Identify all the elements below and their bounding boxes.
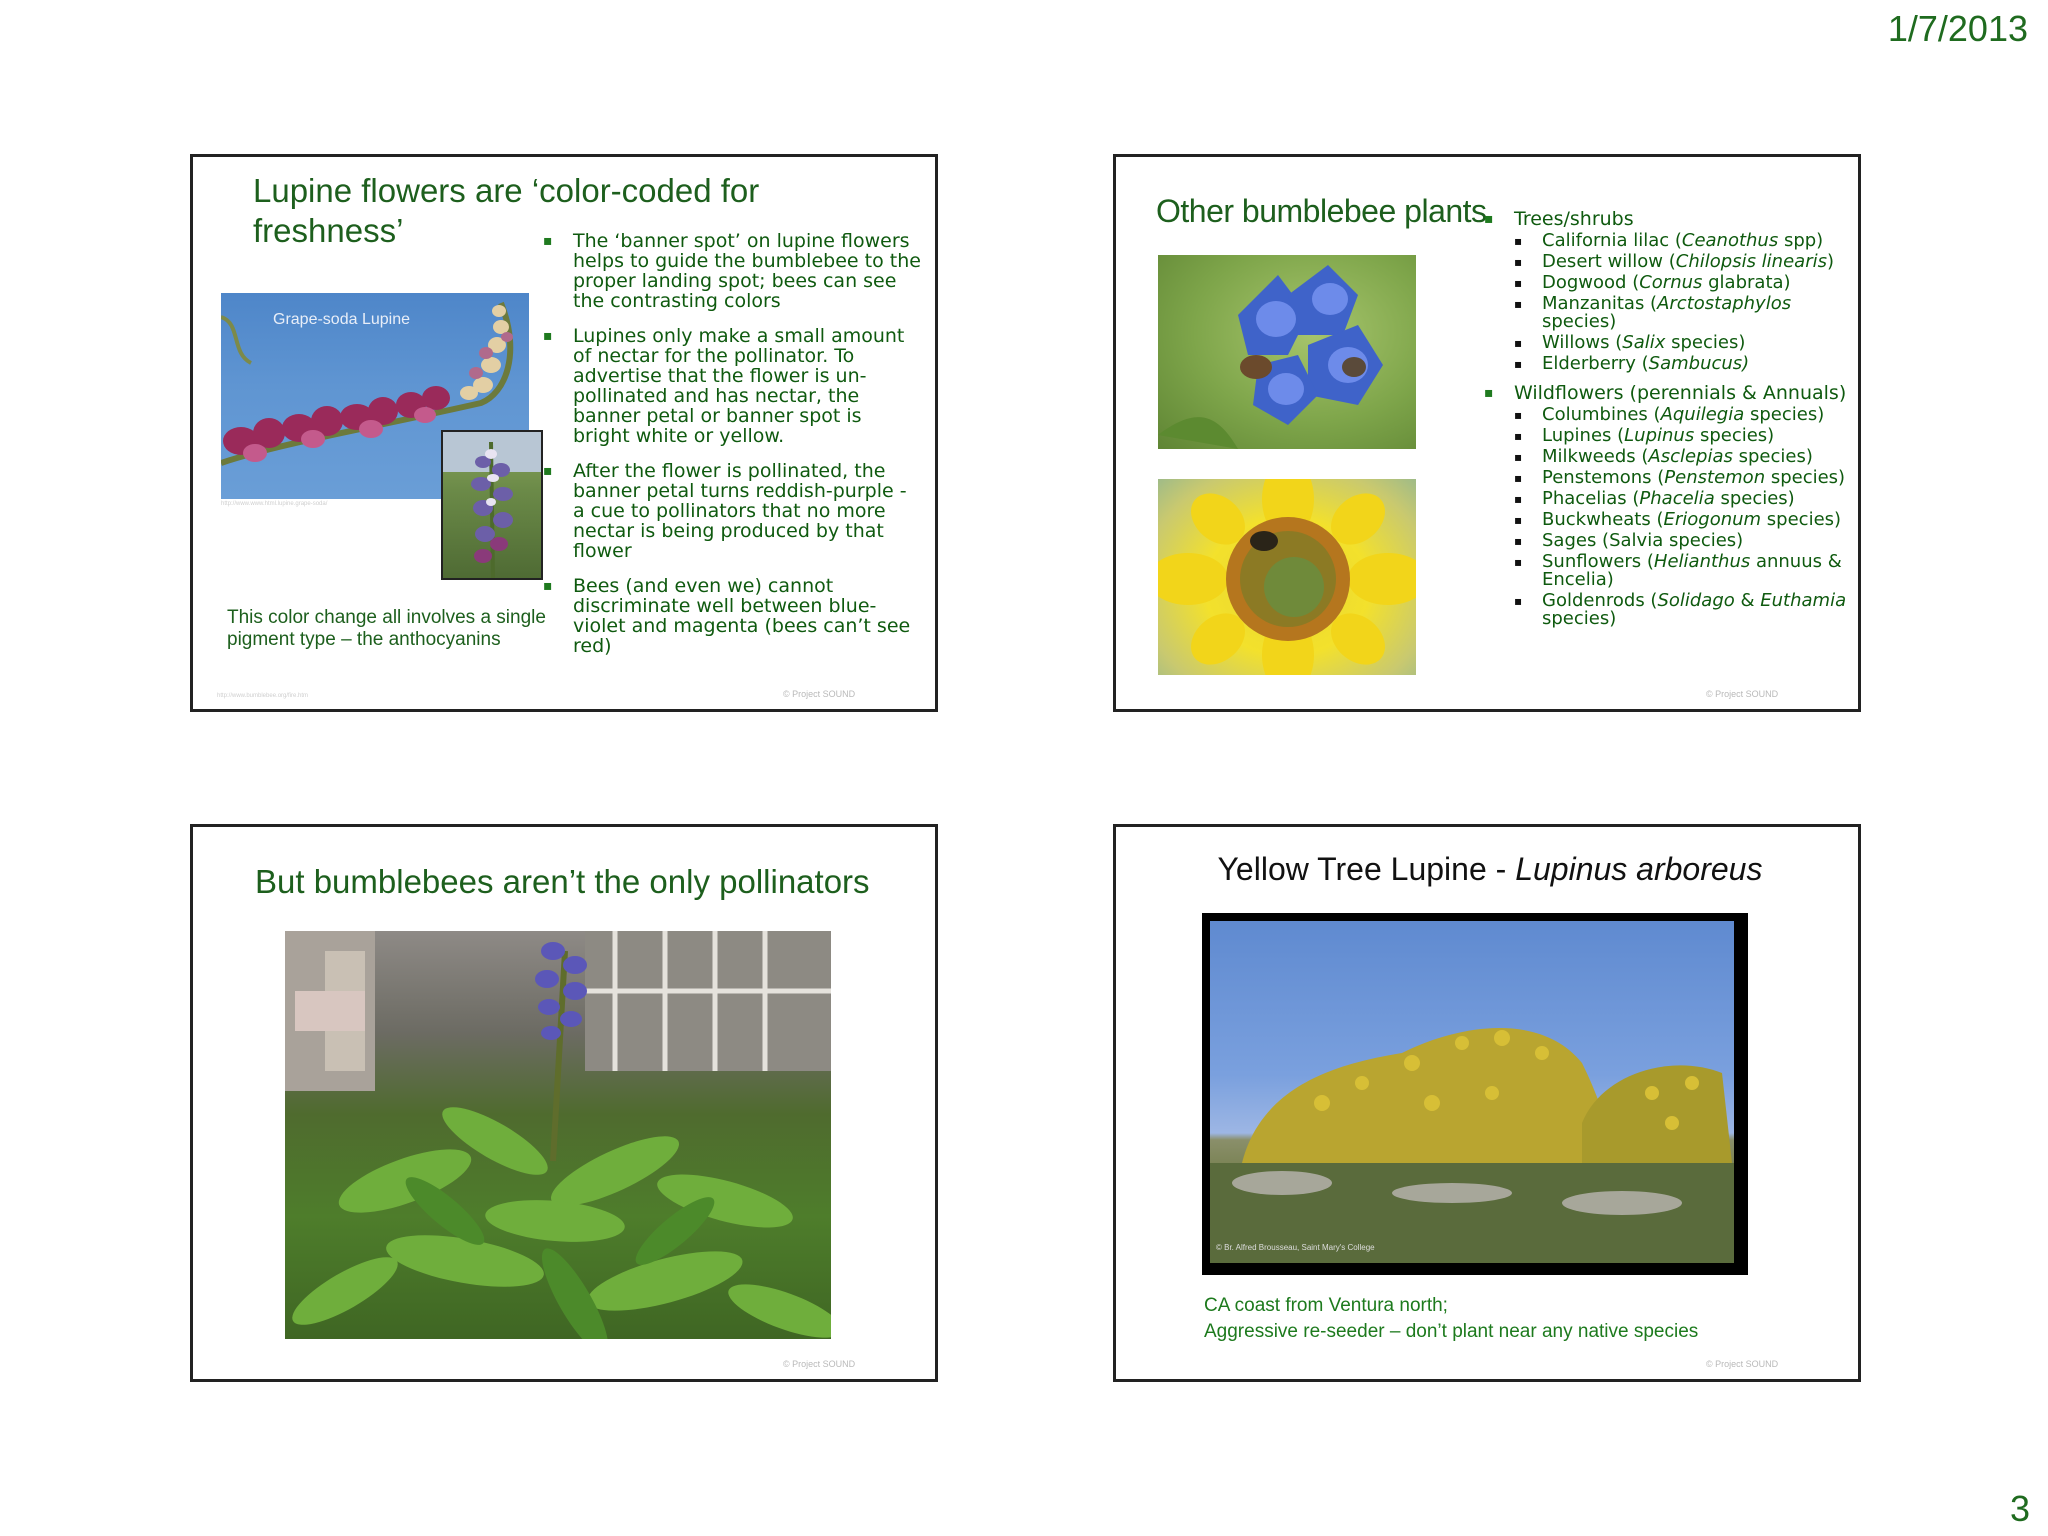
page-date: 1/7/2013 [1887,8,2028,49]
list-item: ▪ Manzanitas (Arctostaphylos species) [1514,295,1854,331]
list-item: ▪ Willows (Salix species) [1514,334,1854,352]
caption-line: Aggressive re-seeder – don’t plant near any native species [1204,1321,1699,1342]
photo-source-text: http://www.www.html.lupine.grape-soda/ [221,501,328,507]
group-label: Trees/shrubs [1514,208,1634,230]
slide-title: But bumblebees aren’t the only pollinators [255,863,870,900]
bullet-item: ▪ After the flower is pollinated, the banner petal turns reddish-purple - a cue to pollinators that no more nectar is being produced by that flower [543,461,923,561]
slide-title [1116,851,1861,888]
bee-on-sunflower-photo [1158,479,1416,675]
title-scientific-name: Lupinus arboreus [1515,851,1763,887]
slide-other-pollinators [190,824,938,1382]
lupine-plant-photo [285,931,831,1339]
slide-yellow-tree-lupine [1113,824,1861,1382]
slide-caption [1204,1293,1698,1345]
list-group-trees [1484,209,1854,373]
bullet-item: ▪ Lupines only make a small amount of nectar for the pollinator. To advertise that the flower is un-pollinated and has nectar, the banner petal or banner spot is bright white or yellow. [543,326,923,446]
tree-lupine-photo [1202,913,1748,1275]
source-url-text: http://www.bumblebee.org/fire.htm [217,693,309,699]
list-item: ▪ Sages (Salvia species) [1514,532,1854,550]
photo-credit: © Br. Alfred Brousseau, Saint Mary's College [1216,1243,1375,1252]
list-item: ▪ Dogwood (Cornus glabrata) [1514,274,1854,292]
list-group-wildflowers [1484,383,1854,628]
list-item: ▪ Goldenrods (Solidago & Euthamia species) [1514,592,1854,628]
lupine-inset-photo [441,430,543,580]
list-item: ▪ Sunflowers (Helianthus annuus & Encelia) [1514,553,1854,589]
bullet-item: ▪ The ‘banner spot’ on lupine flowers helps to guide the bumblebee to the proper landing spot; bees can see the contrasting colors [543,231,923,311]
bullet-item: ▪ Bees (and even we) cannot discriminate well between blue-violet and magenta (bees can’t see red) [543,576,923,656]
copyright-watermark: © Project SOUND [1706,1359,1779,1369]
list-item: ▪ Penstemons (Penstemon species) [1514,469,1854,487]
list-item: ▪ Phacelias (Phacelia species) [1514,490,1854,508]
list-item: ▪ California lilac (Ceanothus spp) [1514,232,1854,250]
list-item: ▪ Columbines (Aquilegia species) [1514,406,1854,424]
lupine-bullets [543,231,923,671]
caption-line: CA coast from Ventura north; [1204,1295,1448,1316]
copyright-watermark: © Project SOUND [1706,689,1779,699]
list-item: ▪ Buckwheats (Eriogonum species) [1514,511,1854,529]
photo-caption: Grape-soda Lupine [273,311,410,328]
list-item: ▪ Desert willow (Chilopsis linearis) [1514,253,1854,271]
slide-title: Other bumblebee plants [1156,193,1487,229]
bumblebee-plant-list [1484,209,1854,638]
group-label: Wildflowers (perennials & Annuals) [1514,382,1847,404]
title-common-name: Yellow Tree Lupine - [1217,851,1516,887]
copyright-watermark: © Project SOUND [783,1359,856,1369]
page-number: 3 [2009,1488,2030,1529]
pigment-note: This color change all involves a single pigment type – the anthocyanins [227,607,546,650]
list-item: ▪ Milkweeds (Asclepias species) [1514,448,1854,466]
bee-on-blue-flower-photo [1158,255,1416,449]
slide-title: Lupine flowers are ‘color-coded for freshness’ [253,172,760,249]
slide-lupine-color [190,154,938,712]
list-item: ▪ Lupines (Lupinus species) [1514,427,1854,445]
list-item: ▪ Elderberry (Sambucus) [1514,355,1854,373]
copyright-watermark: © Project SOUND [783,689,856,699]
slide-bumblebee-plants [1113,154,1861,712]
